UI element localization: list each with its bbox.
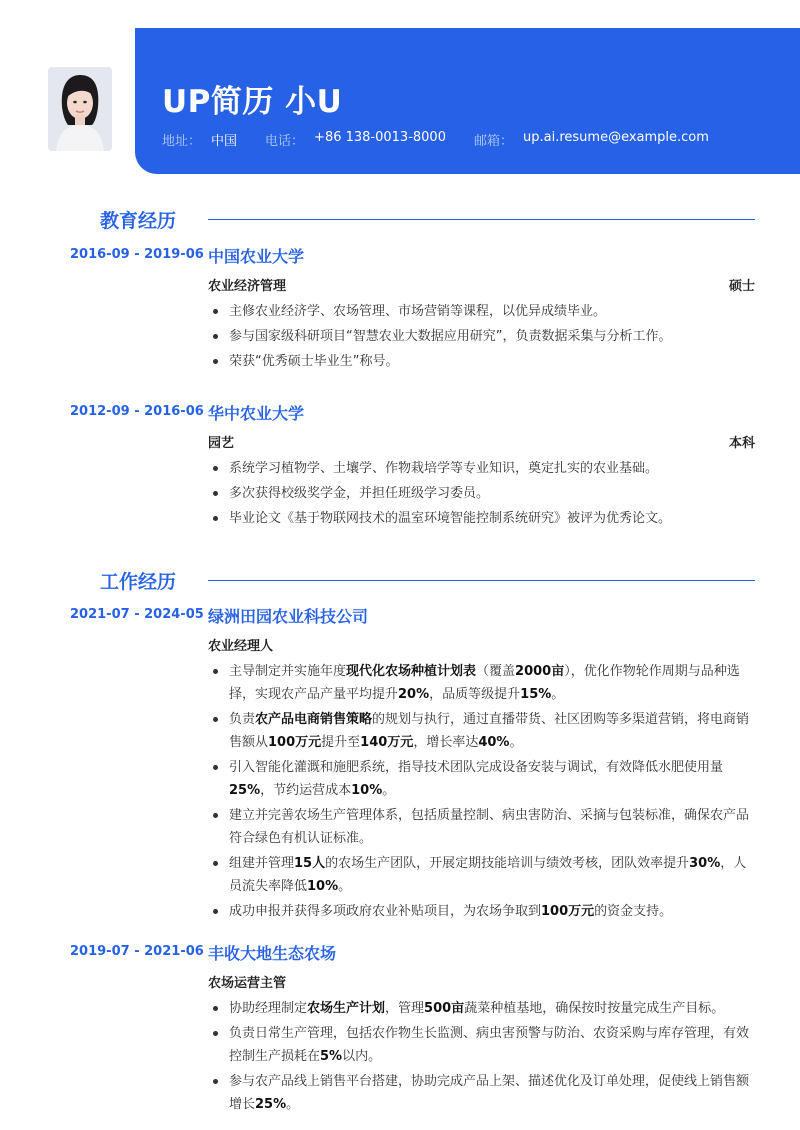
bullet-item: 主导制定并实施年度现代化农场种植计划表（覆盖2000亩），优化作物轮作周期与品种选择，实现农产品产量平均提升20%，品质等级提升15%。 xyxy=(208,660,755,706)
major: 农业经济管理 xyxy=(208,279,287,294)
school-name: 华中农业大学 xyxy=(208,404,305,423)
bullet-item: 负责农产品电商销售策略的规划与执行，通过直播带货、社区团购等多渠道营销，将电商销售额从100万元提升至140万元，增长率达40%。 xyxy=(208,708,755,754)
bullet-item: 组建并管理15人的农场生产团队，开展定期技能培训与绩效考核，团队效率提升30%，人员流失率降低10%。 xyxy=(208,852,755,898)
phone-label: 电话： xyxy=(265,134,305,149)
bullet-item: 负责日常生产管理，包括农作物生长监测、病虫害预警与防治、农资采购与库存管理，有效控制生产损耗在5%以内。 xyxy=(208,1022,755,1068)
section-divider xyxy=(208,219,755,220)
bullet-item: 成功申报并获得多项政府农业补贴项目，为农场争取到100万元的资金支持。 xyxy=(208,900,755,923)
entry-date: 2019-07 - 2021-06 xyxy=(70,944,204,959)
bullet-item: 毕业论文《基于物联网技术的温室环境智能控制系统研究》被评为优秀论文。 xyxy=(208,507,755,530)
bullet-list xyxy=(208,660,755,925)
degree: 硕士 xyxy=(728,279,755,294)
work-title: 工作经历 xyxy=(100,571,177,593)
entry-date: 2012-09 - 2016-06 xyxy=(70,404,204,419)
major: 园艺 xyxy=(208,436,235,451)
bullet-item: 系统学习植物学、土壤学、作物栽培学等专业知识，奠定扎实的农业基础。 xyxy=(208,457,755,480)
avatar xyxy=(48,67,112,151)
bullet-list xyxy=(208,457,755,532)
bullet-list xyxy=(208,997,755,1118)
bullet-item: 多次获得校级奖学金，并担任班级学习委员。 xyxy=(208,482,755,505)
profile-photo xyxy=(48,67,112,151)
email-value[interactable]: up.ai.resume@example.com xyxy=(523,130,709,145)
school-name: 中国农业大学 xyxy=(208,247,305,266)
candidate-name: UP简历 小U xyxy=(162,84,343,120)
address-value: 中国 xyxy=(211,134,238,149)
job-title: 农业经理人 xyxy=(208,639,274,654)
entry-date: 2021-07 - 2024-05 xyxy=(70,607,204,622)
bullet-item: 协助经理制定农场生产计划，管理500亩蔬菜种植基地，确保按时按量完成生产目标。 xyxy=(208,997,755,1020)
education-title: 教育经历 xyxy=(100,210,177,232)
bullet-item: 引入智能化灌溉和施肥系统，指导技术团队完成设备安装与调试，有效降低水肥使用量25%，节约运营成本10%。 xyxy=(208,756,755,802)
company-name: 丰收大地生态农场 xyxy=(208,944,337,963)
degree: 本科 xyxy=(728,436,755,451)
bullet-item: 建立并完善农场生产管理体系，包括质量控制、病虫害防治、采摘与包装标准，确保农产品符合绿色有机认证标准。 xyxy=(208,804,755,850)
job-title: 农场运营主管 xyxy=(208,976,287,991)
bullet-item: 参与国家级科研项目“智慧农业大数据应用研究”，负责数据采集与分析工作。 xyxy=(208,325,755,348)
entry-date: 2016-09 - 2019-06 xyxy=(70,247,204,262)
bullet-item: 主修农业经济学、农场管理、市场营销等课程，以优异成绩毕业。 xyxy=(208,300,755,323)
section-divider xyxy=(208,580,755,581)
bullet-list xyxy=(208,300,755,375)
work-section-header xyxy=(100,567,755,597)
bullet-item: 荣获“优秀硕士毕业生”称号。 xyxy=(208,350,755,373)
education-section-header xyxy=(100,206,755,236)
phone-value[interactable]: +86 138-0013-8000 xyxy=(314,130,446,145)
bullet-item: 参与农产品线上销售平台搭建，协助完成产品上架、描述优化及订单处理，促使线上销售额增长25%。 xyxy=(208,1070,755,1116)
address-label: 地址： xyxy=(162,134,202,149)
company-name: 绿洲田园农业科技公司 xyxy=(208,607,369,626)
contact-info xyxy=(162,130,737,149)
email-label: 邮箱： xyxy=(473,134,513,149)
